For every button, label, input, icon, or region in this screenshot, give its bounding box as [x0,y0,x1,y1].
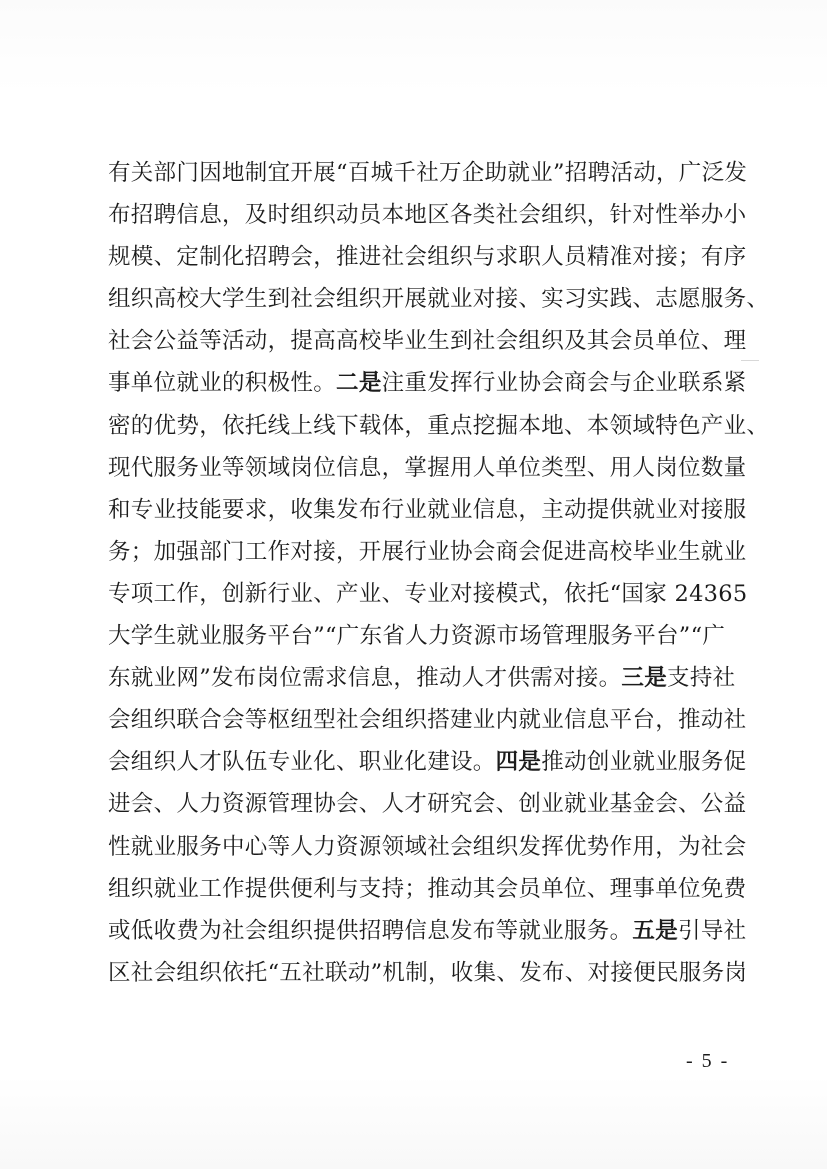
text-line: 性就业服务中心等人力资源领域社会组织发挥优势作用，为社会 [108,833,747,860]
text-line: 社会公益等活动，提高高校毕业生到社会组织及其会员单位、理 [108,328,747,355]
text-line: 和专业技能要求，收集发布行业就业信息，主动提供就业对接服 [108,496,747,523]
point-two-label: 二是 [336,370,382,397]
text-line: 布招聘信息，及时组织动员本地区各类社会组织，针对性举办小 [108,202,747,229]
scan-mark [741,360,759,361]
text-line: 密的优势，依托线上线下载体，重点挖掘本地、本领域特色产业、 [108,412,770,439]
point-three-label: 三是 [621,665,668,692]
text-line: 规模、定制化招聘会，推进社会组织与求职人员精准对接；有序 [108,244,747,271]
text-line: 区社会组织依托“五社联动”机制，收集、发布、对接便民服务岗 [108,959,748,986]
text-line: 专项工作，创新行业、产业、专业对接模式，依托“国家 24365 [108,580,748,607]
point-five-label: 五是 [632,917,679,944]
point-four-label: 四是 [495,749,542,776]
text-line: 会组织人才队伍专业化、职业化建设。四是推动创业就业服务促 [108,749,747,776]
text-line: 有关部门因地制宜开展“百城千社万企助就业”招聘活动，广泛发 [108,160,748,186]
text-line: 组织就业工作提供便利与支持；推动其会员单位、理事单位免费 [108,875,747,902]
text-line: 组织高校大学生到社会组织开展就业对接、实习实践、志愿服务、 [108,286,770,313]
text-line: 会组织联合会等枢纽型社会组织搭建业内就业信息平台，推动社 [108,707,747,734]
page-number: - 5 - [686,1050,730,1072]
text-line: 大学生就业服务平台”“广东省人力资源市场管理服务平台”“广 [108,623,726,650]
text-line: 进会、人力资源管理协会、人才研究会、创业就业基金会、公益 [108,791,747,818]
text-line: 事单位就业的积极性。二是注重发挥行业协会商会与企业联系紧 [108,370,747,397]
text-line: 或低收费为社会组织提供招聘信息发布等就业服务。五是引导社 [108,917,747,944]
body-paragraph [108,152,770,994]
text-line: 东就业网”发布岗位需求信息，推动人才供需对接。三是支持社 [108,665,736,692]
text-line: 务；加强部门工作对接，开展行业协会商会促进高校毕业生就业 [108,538,747,565]
text-line: 现代服务业等领域岗位信息，掌握用人单位类型、用人岗位数量 [108,454,747,481]
